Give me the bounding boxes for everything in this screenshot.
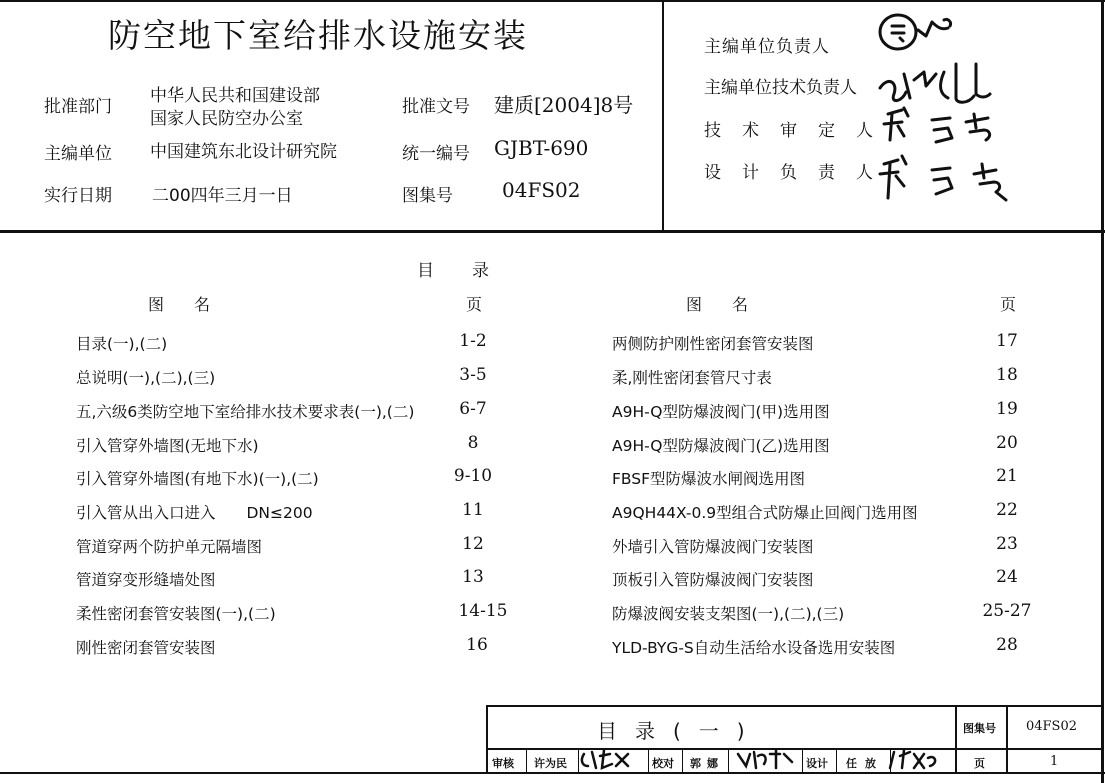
toc-left-page-7: 12 xyxy=(462,534,484,554)
toc-right-page-1: 17 xyxy=(996,331,1018,351)
review-label: 审核 xyxy=(492,757,514,770)
toc-right-name-2: 柔,刚性密闭套管尺寸表 xyxy=(612,369,772,387)
toc-left-page-2: 3-5 xyxy=(459,365,487,385)
toc-left-page-3: 6-7 xyxy=(459,399,487,419)
page-label: 页 xyxy=(974,757,985,770)
toc-left-page-8: 13 xyxy=(462,567,484,587)
toc-left-name-1: 目录(一),(二) xyxy=(76,335,168,353)
unified-no-label: 统一编号 xyxy=(402,144,470,164)
toc-right-name-4: A9H-Q型防爆波阀门(乙)选用图 xyxy=(612,437,830,455)
toc-left-name-10: 刚性密闭套管安装图 xyxy=(76,639,216,657)
toc-right-page-8: 24 xyxy=(996,567,1018,587)
approval-dept-label: 批准部门 xyxy=(44,97,112,117)
page-title: 防空地下室给排水设施安装 xyxy=(108,16,528,55)
toc-right-page-5: 21 xyxy=(996,466,1018,486)
toc-title: 目录 xyxy=(417,261,527,281)
effective-date-label: 实行日期 xyxy=(44,186,112,206)
toc-left-name-6: 引入管从出入口进入 DN≤200 xyxy=(76,504,313,522)
title-block-atlas-value: 04FS02 xyxy=(1026,719,1078,734)
check-name: 郭娜 xyxy=(690,757,724,770)
approval-dept-line1: 中华人民共和国建设部 xyxy=(150,86,320,106)
toc-right-name-6: A9QH44X-0.9型组合式防爆止回阀门选用图 xyxy=(612,504,918,522)
toc-left-name-4: 引入管穿外墙图(无地下水) xyxy=(76,437,259,455)
toc-right-name-5: FBSF型防爆波水闸阀选用图 xyxy=(612,470,806,488)
toc-left-name-header: 图名 xyxy=(148,295,241,314)
toc-right-name-3: A9H-Q型防爆波阀门(甲)选用图 xyxy=(612,403,830,421)
role-design-head: 设计负责人 xyxy=(704,163,894,183)
design-label: 设计 xyxy=(806,757,828,770)
toc-left-name-9: 柔性密闭套管安装图(一),(二) xyxy=(76,605,276,623)
toc-right-name-10: YLD-BYG-S自动生活给水设备选用安装图 xyxy=(612,639,896,657)
toc-right-page-7: 23 xyxy=(996,534,1018,554)
toc-left-page-1: 1-2 xyxy=(459,331,487,351)
page-number: 1 xyxy=(1050,754,1059,769)
toc-left-page-6: 11 xyxy=(462,500,484,520)
role-tech-reviewer: 技术审定人 xyxy=(704,121,894,141)
approval-dept-line2: 国家人民防空办公室 xyxy=(150,109,303,129)
header-divider-horizontal xyxy=(0,230,1105,233)
title-block-atlas-label: 图集号 xyxy=(963,722,996,735)
signature-image xyxy=(870,4,1040,214)
toc-left-name-8: 管道穿变形缝墙处图 xyxy=(76,571,216,589)
approval-doc-label: 批准文号 xyxy=(402,97,470,117)
approval-doc-value: 建质[2004]8号 xyxy=(494,93,634,117)
toc-right-page-6: 22 xyxy=(996,500,1018,520)
toc-right-page-header: 页 xyxy=(1000,295,1017,314)
toc-left-page-9: 14-15 xyxy=(458,601,508,621)
toc-left-page-4: 8 xyxy=(467,433,479,453)
effective-date-value: 二00四年三月一日 xyxy=(152,186,293,206)
toc-right-name-header: 图名 xyxy=(686,295,779,314)
chief-unit-label: 主编单位 xyxy=(44,144,112,164)
title-block-cell-1 xyxy=(526,748,527,773)
toc-right-page-3: 19 xyxy=(996,399,1018,419)
role-chief-unit-tech-head: 主编单位技术负责人 xyxy=(704,78,857,98)
toc-left-name-2: 总说明(一),(二),(三) xyxy=(76,369,216,387)
atlas-no-value: 04FS02 xyxy=(502,178,581,202)
toc-left-page-5: 9-10 xyxy=(453,466,493,486)
toc-right-page-4: 20 xyxy=(996,433,1018,453)
toc-right-name-8: 顶板引入管防爆波阀门安装图 xyxy=(612,571,814,589)
toc-right-name-7: 外墙引入管防爆波阀门安装图 xyxy=(612,538,814,556)
toc-left-name-7: 管道穿两个防护单元隔墙图 xyxy=(76,538,263,556)
toc-right-page-2: 18 xyxy=(996,365,1018,385)
frame-top xyxy=(0,0,1105,2)
atlas-no-label: 图集号 xyxy=(402,186,453,206)
header-divider-vertical xyxy=(662,0,664,232)
design-name: 任放 xyxy=(846,757,884,770)
chief-unit-value: 中国建筑东北设计研究院 xyxy=(150,142,337,162)
toc-left-page-10: 16 xyxy=(466,635,488,655)
review-name: 许为民 xyxy=(534,757,567,770)
check-label: 校对 xyxy=(652,757,674,770)
unified-no-value: GJBT-690 xyxy=(494,136,589,160)
toc-right-page-10: 28 xyxy=(996,635,1018,655)
title-block-signatures xyxy=(578,746,958,774)
toc-left-name-5: 引入管穿外墙图(有地下水)(一),(二) xyxy=(76,470,319,488)
title-block-col-divider-2 xyxy=(1006,705,1008,773)
toc-right-name-1: 两侧防护刚性密闭套管安装图 xyxy=(612,335,814,353)
drawing-title: 目录(一) xyxy=(597,719,763,743)
toc-left-name-3: 五,六级6类防空地下室给排水技术要求表(一),(二) xyxy=(76,403,415,421)
toc-right-name-9: 防爆波阀安装支架图(一),(二),(三) xyxy=(612,605,845,623)
toc-right-page-9: 25-27 xyxy=(982,601,1032,621)
toc-left-page-header: 页 xyxy=(466,295,483,314)
frame-right xyxy=(1101,0,1104,783)
role-chief-unit-head: 主编单位负责人 xyxy=(704,37,830,57)
